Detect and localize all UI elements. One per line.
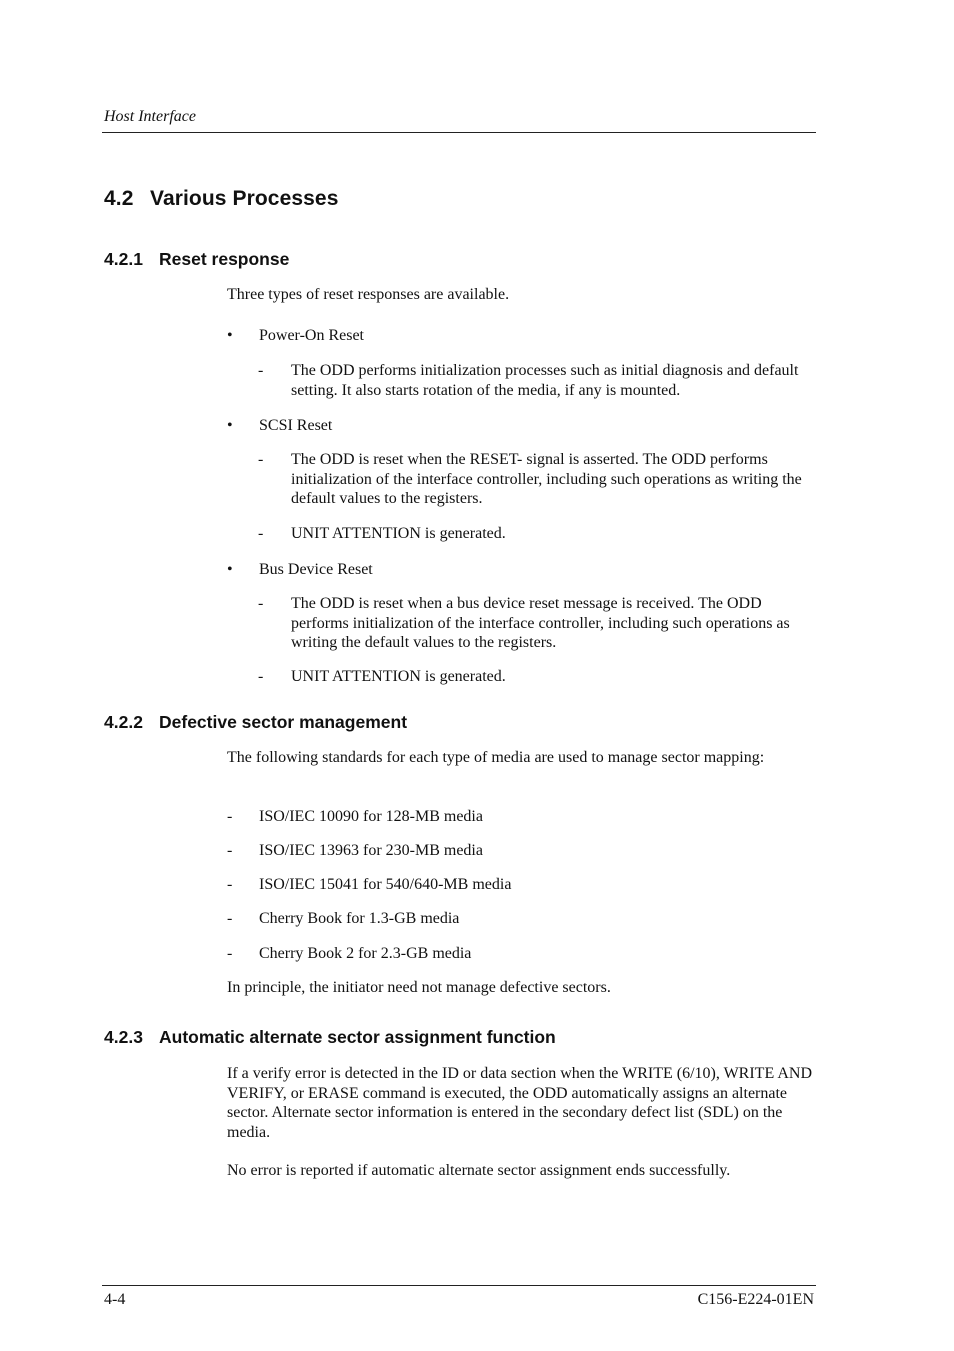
bullet-label: SCSI Reset bbox=[259, 417, 333, 434]
subsection-title: Automatic alternate sector assignment function bbox=[159, 1027, 556, 1047]
alternate-para-1: If a verify error is detected in the ID or data section when the WRITE (6/10), WRITE AND VERIFY, or ERASE command is executed, the ODD automatically assigns an alternate sector. Alternate sector information is entered in the secondary defect list (SDL) on the media. bbox=[227, 1065, 812, 1141]
defective-intro: The following standards for each type of media are used to manage sector mapping: bbox=[227, 749, 765, 766]
defective-closing: In principle, the initiator need not manage defective sectors. bbox=[227, 979, 611, 996]
bullet-glyph: • bbox=[227, 561, 233, 578]
dash-glyph: - bbox=[227, 808, 233, 825]
list-item-text: Cherry Book for 1.3-GB media bbox=[259, 910, 460, 927]
dash-glyph: - bbox=[258, 668, 264, 685]
list-item-text: ISO/IEC 13963 for 230-MB media bbox=[259, 842, 483, 859]
footer-doc-id: C156-E224-01EN bbox=[697, 1291, 814, 1308]
alternate-para-2: No error is reported if automatic alternate sector assignment ends successfully. bbox=[227, 1162, 731, 1179]
section-number: 4.2 bbox=[104, 187, 134, 210]
bullet-label: Bus Device Reset bbox=[259, 561, 373, 578]
bullet-label: Power-On Reset bbox=[259, 327, 364, 344]
footer-page-number: 4-4 bbox=[104, 1291, 126, 1308]
subsection-title: Reset response bbox=[159, 249, 290, 269]
footer-rule bbox=[102, 1285, 816, 1286]
bullet-glyph: • bbox=[227, 327, 233, 344]
bullet-glyph: • bbox=[227, 417, 233, 434]
dash-text: UNIT ATTENTION is generated. bbox=[291, 525, 506, 542]
dash-text: The ODD performs initialization processes such as initial diagnosis and default setting. It also starts rotation of the media, if any is mounted. bbox=[291, 362, 799, 399]
list-item-text: Cherry Book 2 for 2.3-GB media bbox=[259, 945, 472, 962]
dash-glyph: - bbox=[258, 451, 264, 468]
list-item-text: ISO/IEC 15041 for 540/640-MB media bbox=[259, 876, 512, 893]
subsection-heading-alternate bbox=[104, 1027, 556, 1048]
dash-text: The ODD is reset when the RESET- signal is asserted. The ODD performs initialization of the interface controller, including such operations as writing the default values to the registers. bbox=[291, 451, 802, 508]
header-rule bbox=[102, 132, 816, 133]
dash-glyph: - bbox=[227, 842, 233, 859]
dash-text: UNIT ATTENTION is generated. bbox=[291, 668, 506, 685]
subsection-number: 4.2.3 bbox=[104, 1027, 143, 1047]
dash-text: The ODD is reset when a bus device reset message is received. The ODD performs initialization of the interface controller, including such operations as writing the default values to the registers. bbox=[291, 595, 790, 652]
section-heading bbox=[104, 187, 339, 211]
dash-glyph: - bbox=[258, 595, 264, 612]
dash-glyph: - bbox=[227, 910, 233, 927]
subsection-number: 4.2.1 bbox=[104, 249, 143, 269]
reset-intro: Three types of reset responses are available. bbox=[227, 286, 510, 303]
dash-glyph: - bbox=[258, 525, 264, 542]
dash-glyph: - bbox=[227, 876, 233, 893]
subsection-heading-defective bbox=[104, 712, 407, 733]
subsection-heading-reset bbox=[104, 249, 289, 270]
section-title: Various Processes bbox=[150, 187, 339, 210]
subsection-number: 4.2.2 bbox=[104, 712, 143, 732]
list-item-text: ISO/IEC 10090 for 128-MB media bbox=[259, 808, 483, 825]
subsection-title: Defective sector management bbox=[159, 712, 408, 732]
running-header-title: Host Interface bbox=[104, 108, 196, 125]
dash-glyph: - bbox=[227, 945, 233, 962]
dash-glyph: - bbox=[258, 362, 264, 379]
